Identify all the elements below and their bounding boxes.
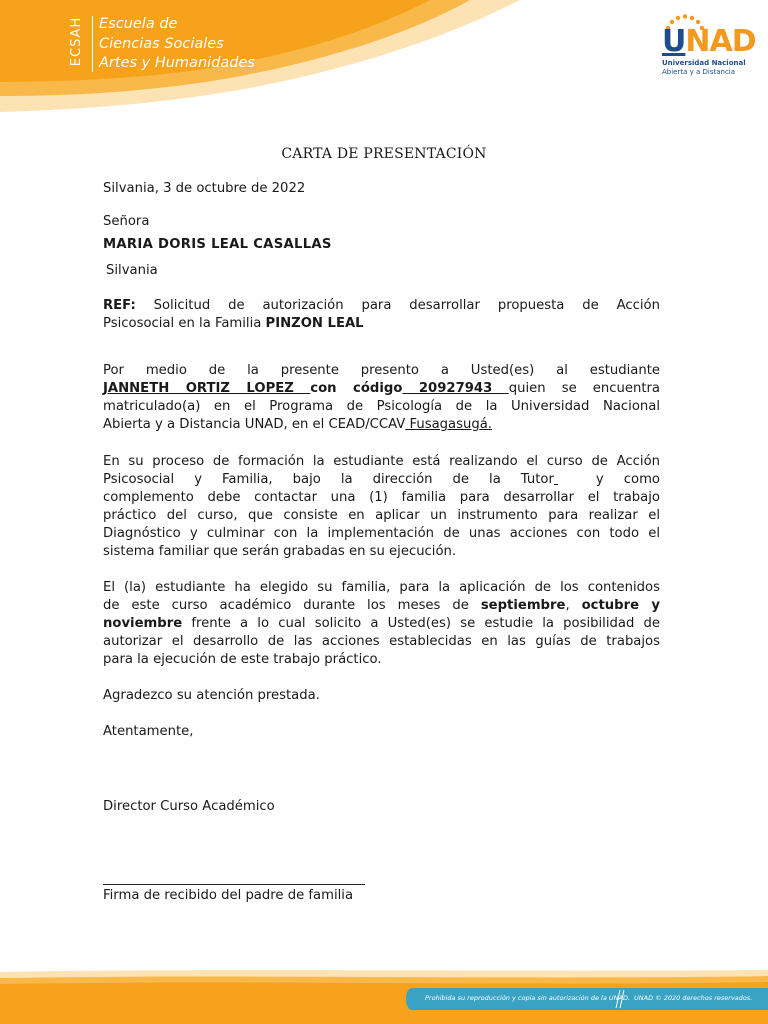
tutor-blank — [554, 471, 576, 489]
p1-line-4: Abierta y a Distancia UNAD, en el CEAD/CCAV Fusagasugá. — [103, 417, 492, 432]
signature-label: Firma de recibido del padre de familia — [103, 888, 354, 903]
salutation: Señora — [103, 214, 150, 229]
p2-line-4: práctico del curso, que consiste en aplicar un instrumento para realizar el — [103, 508, 660, 523]
footer-copyright: UNAD © 2020 derechos reservados. — [634, 994, 753, 1002]
ecsah-tag: ECSAH — [69, 16, 85, 67]
p3-line-3: noviembre frente a lo cual solicito a Usted(es) se estudie la posibilidad de — [103, 616, 660, 631]
p2-line-3: complemento debe contactar una (1) familia para desarrollar el trabajo — [103, 490, 660, 505]
p3-line-5: para la ejecución de este trabajo práctico. — [103, 652, 382, 667]
p2-line-5: Diagnóstico y culminar con la implementación de unas acciones con todo el — [103, 526, 660, 541]
recipient-name: MARIA DORIS LEAL CASALLAS — [103, 237, 332, 252]
p1-line-2: JANNETH ORTIZ LOPEZ con código 20927943 quien se encuentra — [103, 381, 661, 396]
ref-line-1: REF: Solicitud de autorización para desarrollar propuesta de Acción — [103, 298, 660, 313]
unad-wordmark: UNAD — [662, 24, 756, 59]
school-line-2: Ciencias Sociales — [99, 35, 224, 52]
school-line-3: Artes y Humanidades — [99, 55, 255, 71]
p2-line-6: sistema familiar que serán grabadas en su ejecución. — [103, 544, 457, 559]
closing-line: Atentamente, — [103, 724, 194, 739]
letter-title: CARTA DE PRESENTACIÓN — [281, 146, 487, 162]
p3-line-2: de este curso académico durante los meses de septiembre, octubre y — [103, 598, 660, 613]
thanks-line: Agradezco su atención prestada. — [103, 688, 320, 703]
director-line: Director Curso Académico — [103, 799, 275, 814]
signature-line — [103, 884, 365, 885]
recipient-city: Silvania — [106, 263, 158, 278]
p3-line-1: El (la) estudiante ha elegido su familia, para la aplicación de los contenidos — [103, 580, 660, 595]
unad-logo — [658, 14, 756, 76]
p2-line-2: Psicosocial y Familia, bajo la dirección de la Tutor y como — [103, 472, 660, 487]
unad-subtitle-2: Abierta y a Distancia — [662, 68, 736, 76]
ref-line-2: Psicosocial en la Familia PINZON LEAL — [103, 316, 364, 331]
p1-line-3: matriculado(a) en el Programa de Psicología de la Universidad Nacional — [103, 399, 660, 414]
p2-line-1: En su proceso de formación la estudiante está realizando el curso de Acción — [103, 454, 660, 469]
center-name: Fusagasugá. — [405, 417, 492, 432]
school-logo — [70, 16, 255, 72]
school-line-1: Escuela de — [99, 16, 178, 32]
letter-date: Silvania, 3 de octubre de 2022 — [103, 181, 306, 196]
p1-line-1: Por medio de la presente presento a Usted(es) al estudiante — [103, 363, 660, 378]
student-name: JANNETH ORTIZ LOPEZ — [103, 381, 311, 396]
p3-line-4: autorizar el desarrollo de las acciones establecidas en las guías de trabajos — [103, 634, 660, 649]
footer-notice: Prohibida su reproducción y copia sin autorización de la UNAD. — [425, 994, 631, 1002]
student-code: 20927943 — [402, 381, 509, 396]
unad-subtitle-1: Universidad Nacional — [662, 59, 746, 67]
